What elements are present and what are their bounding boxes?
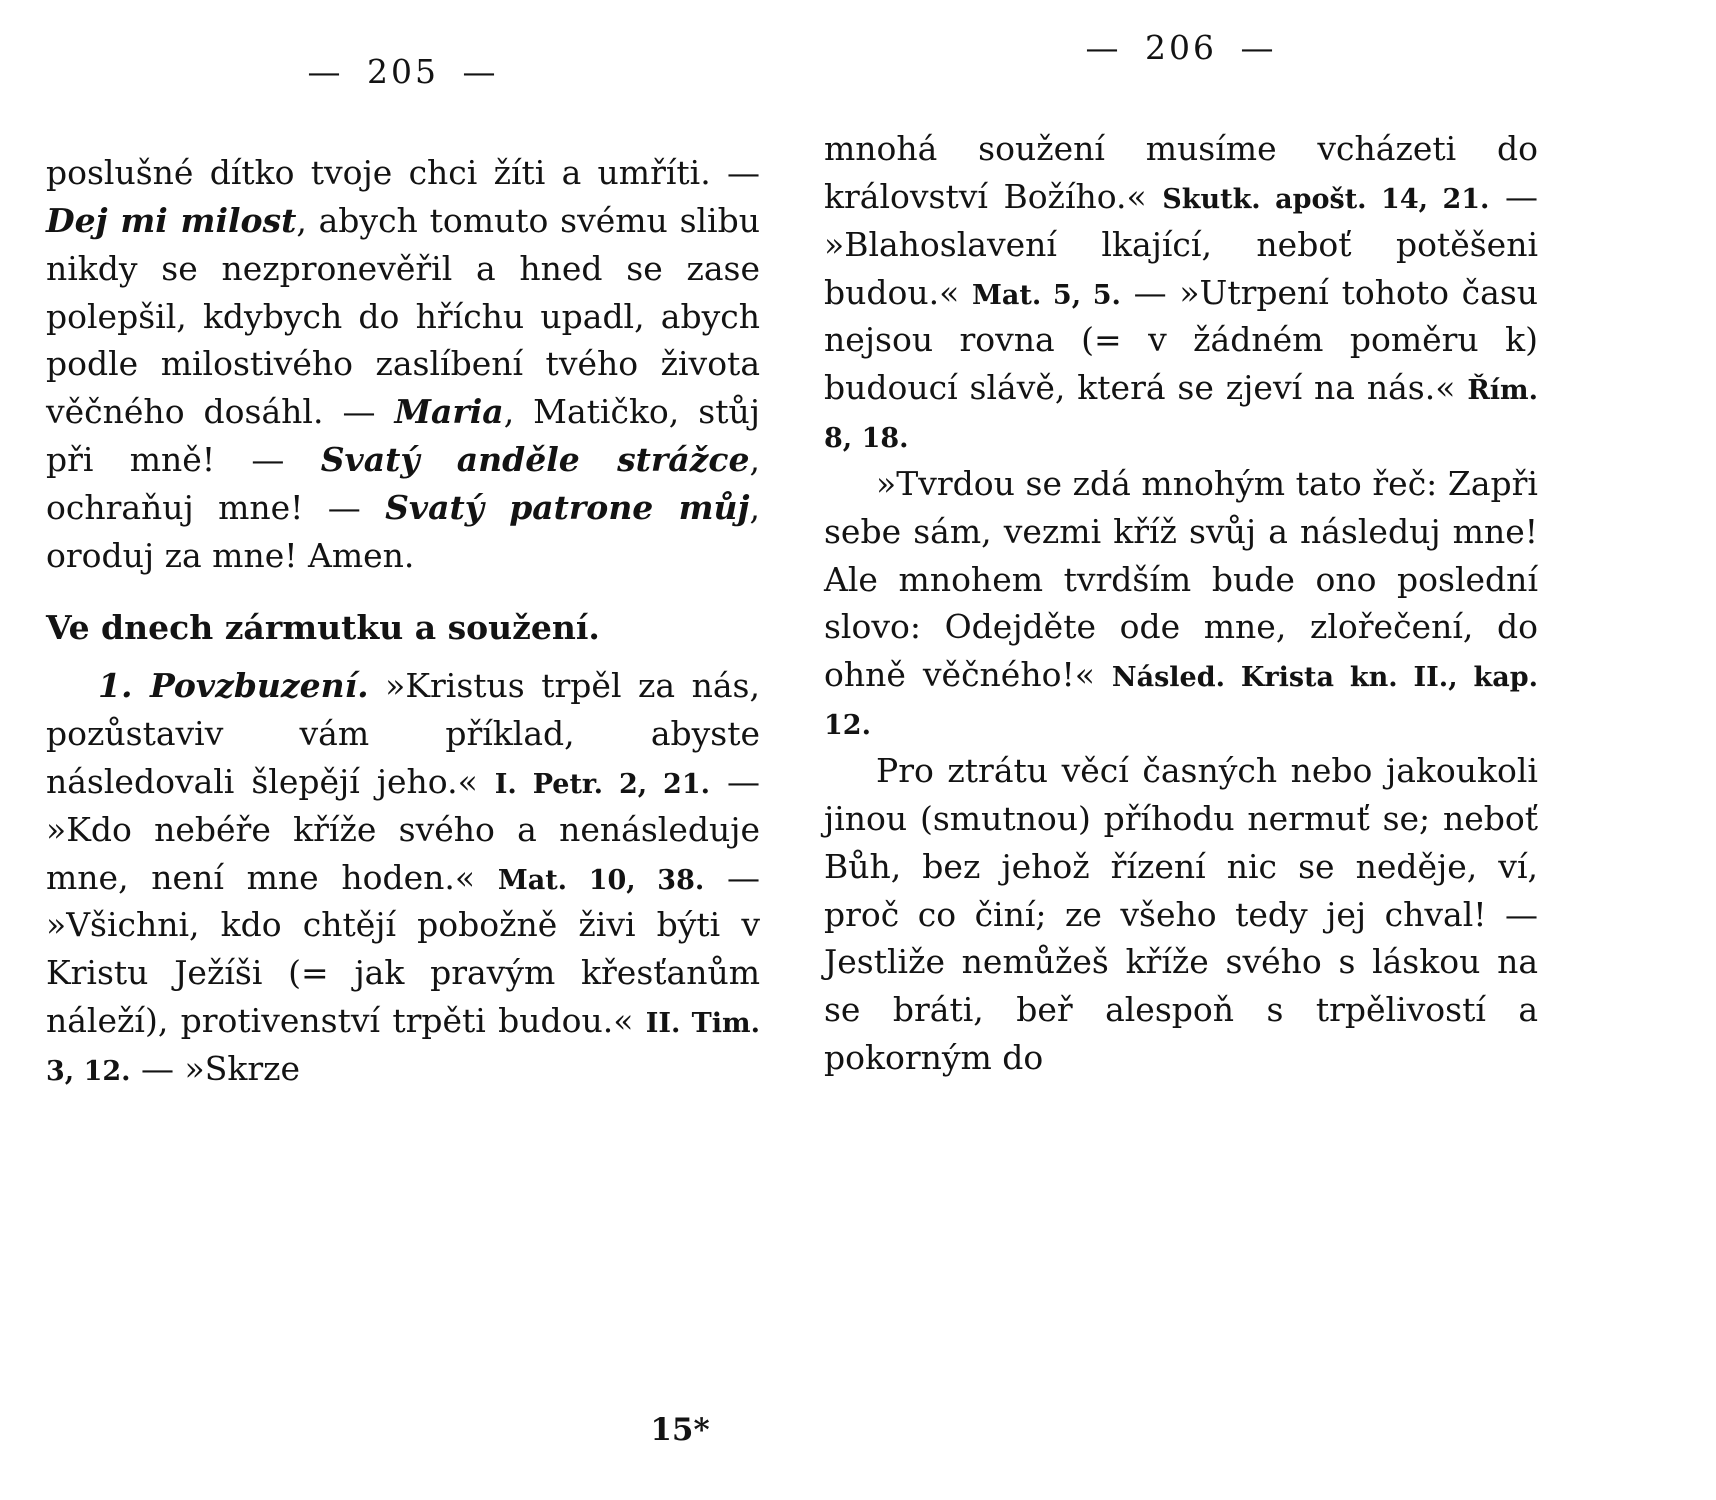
page-206-body: [824, 125, 1538, 1082]
emphasized-text: Dej mi milost: [46, 200, 297, 240]
text-run: — »Blahoslavení lkající, neboť potěšeni budou.«: [824, 176, 1538, 312]
text-run: »Tvrdou se zdá mnohým tato řeč: Zapři sebe sám, vezmi kříž svůj a následuj mne! Ale mnohem tvrdším bude ono poslední slovo: Odejděte ode mne, zlořečení, do ohně věčného!«: [824, 463, 1538, 695]
text-run: , oroduj za mne! Amen.: [46, 487, 760, 575]
scripture-reference: I. Petr. 2, 21.: [494, 768, 711, 800]
page-205-body: [46, 149, 760, 1093]
paragraph-pro-ztratu: [824, 747, 1538, 1082]
text-run: »Kristus trpěl za nás, pozůstaviv vám příklad, abyste následovali šlepějí jeho.«: [46, 666, 760, 801]
scripture-reference: Násled. Krista kn. II., kap. 12.: [824, 662, 1538, 742]
text-run: mnohá soužení musíme vcházeti do království Božího.«: [824, 129, 1538, 216]
emphasized-text: 1. Povzbuzení.: [98, 666, 369, 706]
text-run: , ochraňuj mne! —: [46, 440, 760, 527]
scripture-reference: Mat. 10, 38.: [497, 864, 705, 896]
text-run: — »Skrze: [130, 1048, 301, 1088]
scripture-reference: Skutk. apošt. 14, 21.: [1162, 183, 1490, 215]
signature-mark: 15*: [650, 1412, 710, 1448]
text-run: poslušné dítko tvoje chci žíti a umříti. —: [46, 153, 760, 192]
text-run: , Matičko, stůj při mně! —: [46, 392, 760, 480]
text-run: Pro ztrátu věcí časných nebo jakoukoli jinou (smutnou) příhodu nermuť se; neboť Bůh, bez jehož řízení nic se neděje, ví, proč co činí; ze všeho tedy jej chval! — Jestliže nemůžeš kříže svého s láskou na se bráti, beř alespoň s trpělivostí a pokorným do: [824, 750, 1538, 1078]
section-heading: Ve dnech zármutku a soužení.: [46, 607, 600, 647]
page-205: [46, 52, 760, 1093]
page-number-right: — 206 —: [1085, 28, 1277, 67]
text-run: — »Všichni, kdo chtějí pobožně živi býti v Kristu Ježíši (= jak pravým křesťanům náleží), protivenství trpěti budou.«: [46, 857, 760, 1041]
scripture-reference: Řím. 8, 18.: [824, 375, 1538, 455]
emphasized-text: Maria: [394, 392, 504, 432]
page-206: [824, 28, 1538, 1082]
paragraph-povzbuzeni: [46, 662, 760, 1093]
emphasized-text: Svatý anděle strážce: [320, 440, 750, 480]
emphasized-text: Svatý patrone můj: [385, 487, 750, 527]
paragraph-prayer-continuation: [46, 149, 760, 580]
text-run: — »Kdo nebéře kříže svého a nenásleduje mne, není mne hoden.«: [46, 761, 760, 897]
paragraph-tvrdou-rec: [824, 460, 1538, 747]
scripture-reference: Mat. 5, 5.: [972, 279, 1121, 311]
text-run: — »Utrpení tohoto času nejsou rovna (= v žádném poměru k) budoucí slávě, která se zjeví na nás.«: [824, 272, 1539, 408]
page-number-left: — 205 —: [307, 52, 499, 91]
scripture-reference: II. Tim. 3, 12.: [46, 1008, 760, 1087]
text-run: , abych tomuto svému slibu nikdy se nezpronevěřil a hned se zase polepšil, kdybych do hříchu upadl, abych podle milostivého zaslíbení tvého života věčného dosáhl. —: [46, 200, 760, 432]
paragraph-scripture-continuation: [824, 125, 1538, 460]
